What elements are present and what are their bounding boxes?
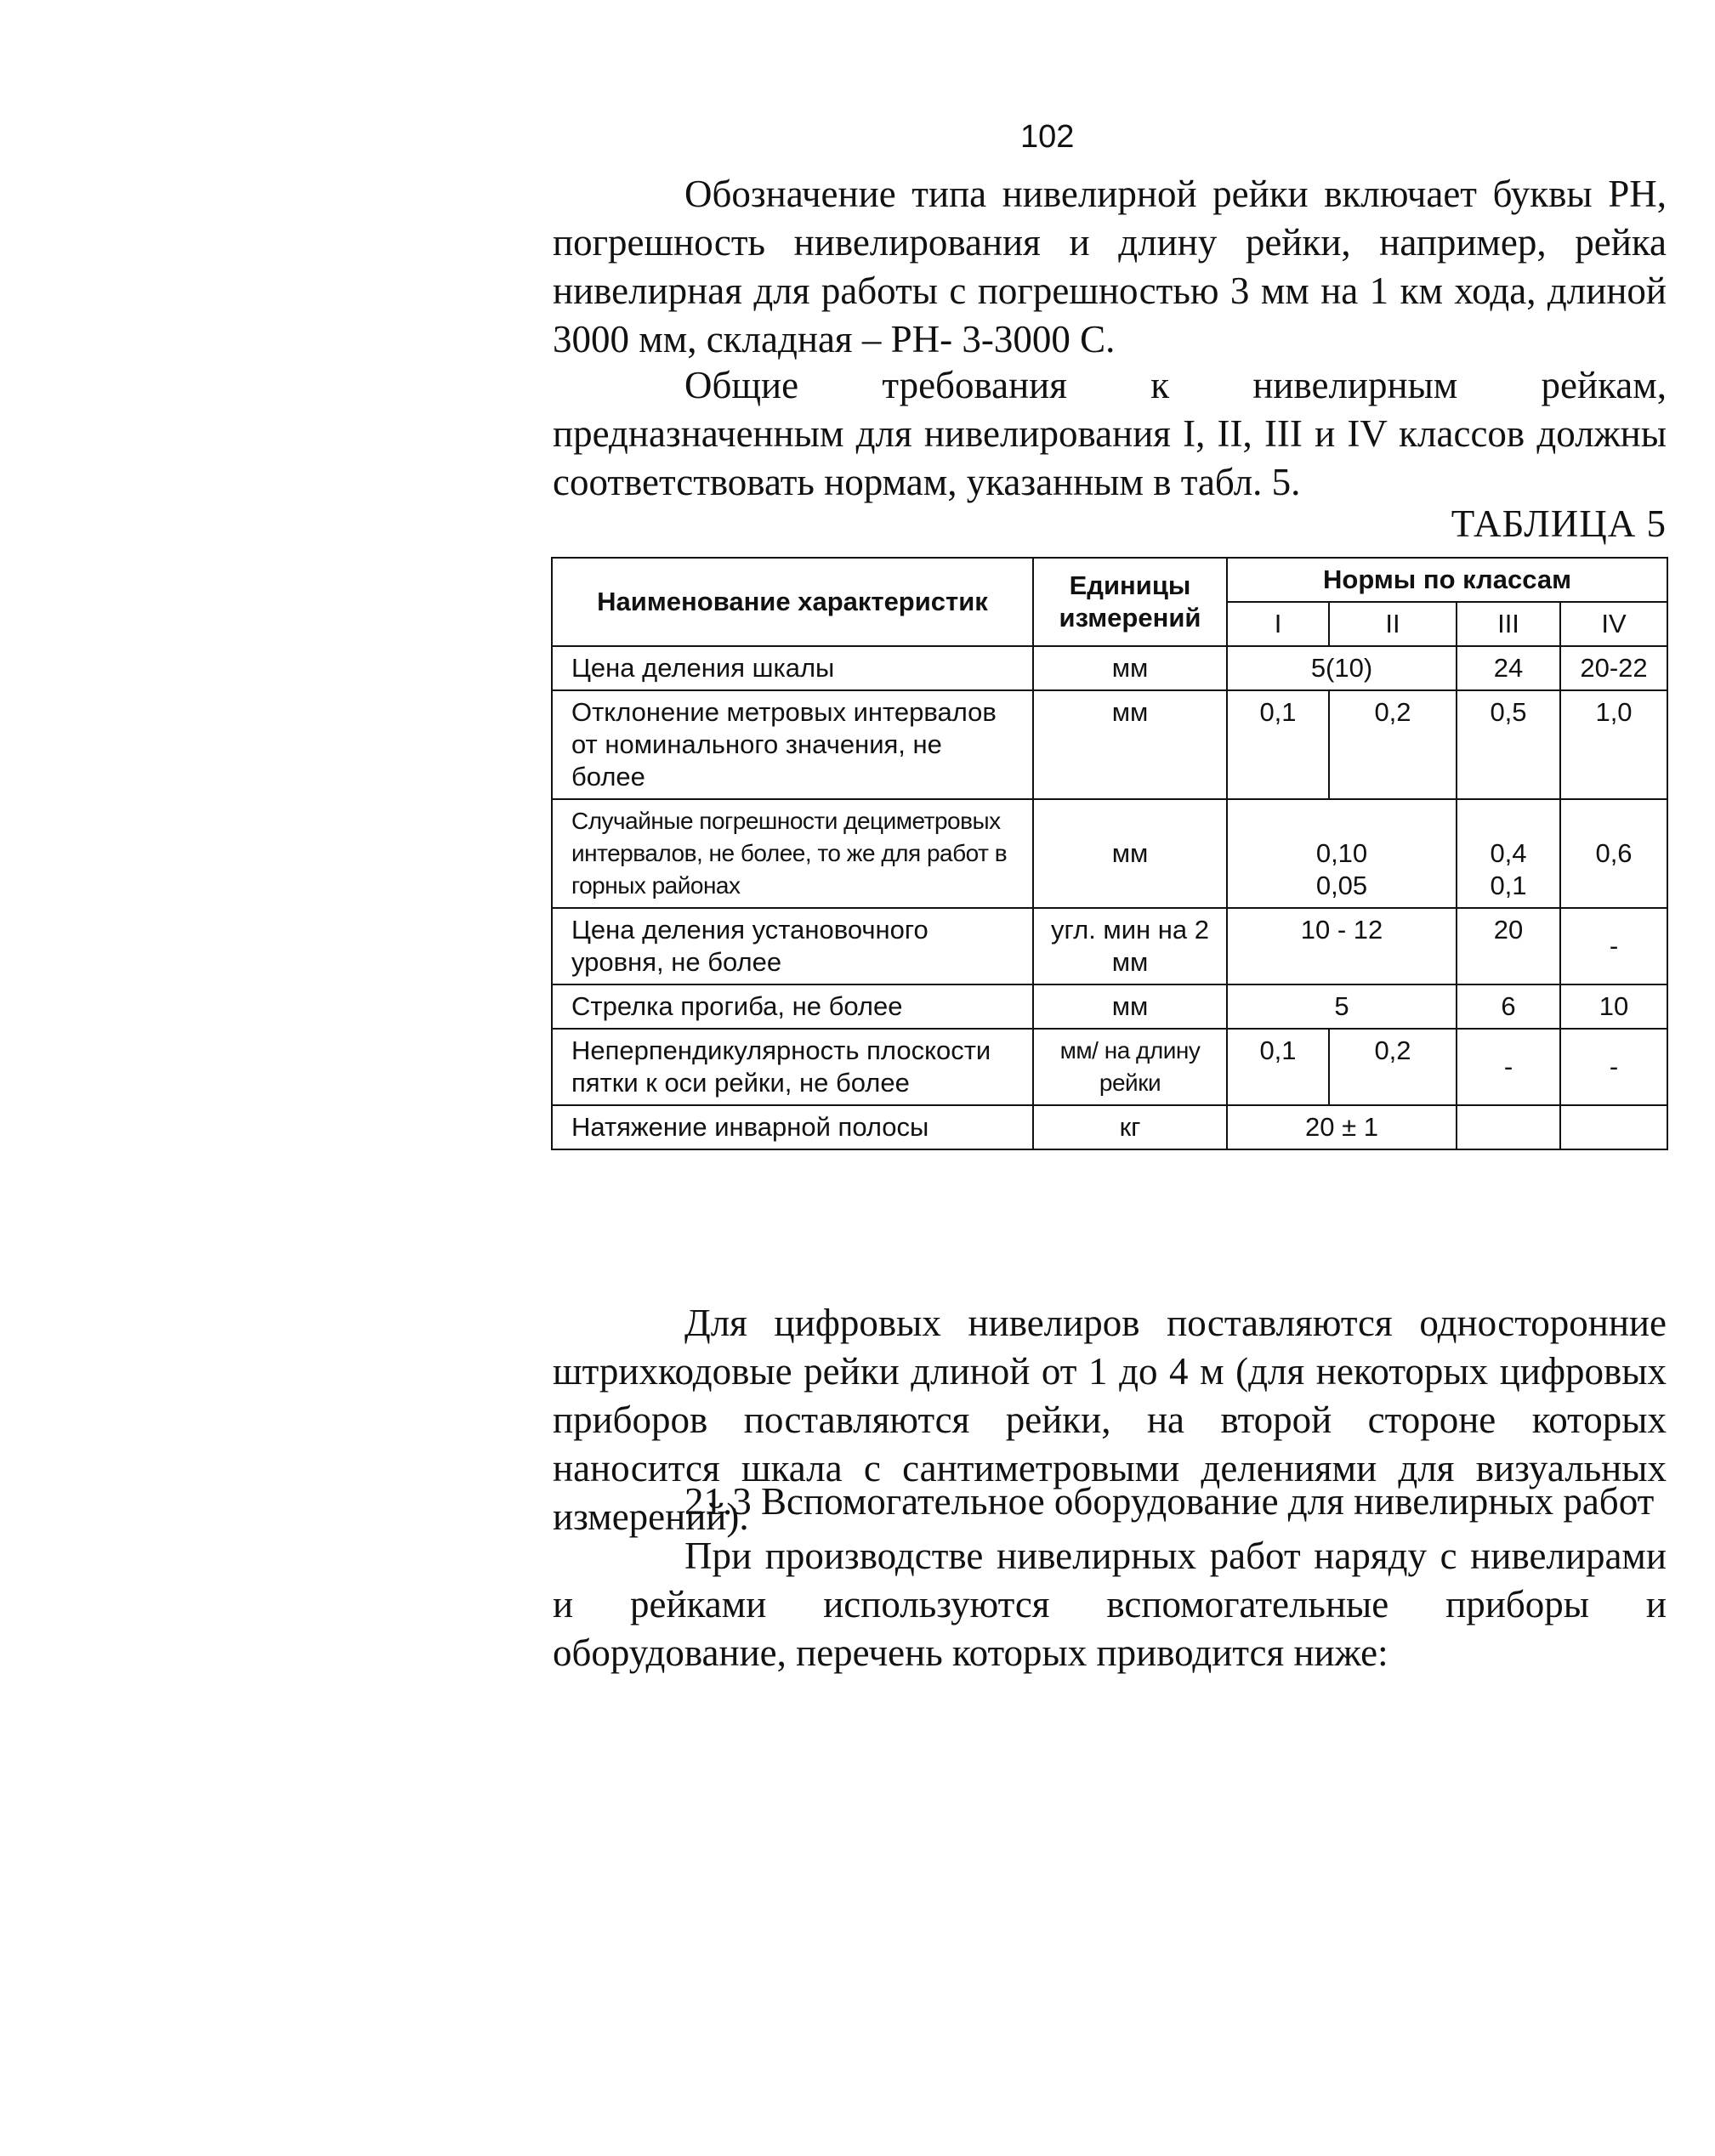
section-heading: 21.3 Вспомогательное оборудование для нивелирных работ	[684, 1480, 1655, 1523]
row-units: мм	[1033, 646, 1227, 690]
row-name: Случайные погрешности дециметровых интервалов, не более, то же для работ в горных районах	[552, 799, 1033, 908]
row-value-class-1-2: 20 ± 1	[1227, 1105, 1457, 1149]
table-caption: ТАБЛИЦА 5	[1451, 502, 1667, 545]
row-units: мм	[1033, 984, 1227, 1029]
paragraph-general-requirements: Общие требования к нивелирным рейкам, предназначенным для нивелирования I, II, III и IV классов должны соответствовать нормам, указанным в табл. 5.	[553, 364, 1667, 503]
value-mountain: 0,05	[1315, 871, 1368, 900]
paragraph-auxiliary-equipment: При производстве нивелирных работ наряду с нивелирами и рейками используются вспомогательные приборы и оборудование, перечень которых приводится ниже:	[553, 1535, 1667, 1674]
row-value-class-1-2	[1227, 799, 1457, 908]
row-value-class-4: -	[1560, 908, 1667, 984]
header-class-4: IV	[1560, 602, 1667, 646]
row-name: Натяжение инварной полосы	[552, 1105, 1033, 1149]
header-class-1: I	[1227, 602, 1329, 646]
header-units: Единицы измерений	[1033, 558, 1227, 646]
table-row	[552, 799, 1667, 908]
row-value-class-4: 0,6	[1560, 799, 1667, 908]
table-header-row	[552, 558, 1667, 602]
row-value-class-1: 0,1	[1227, 1029, 1329, 1105]
row-value-class-1-2: 5(10)	[1227, 646, 1457, 690]
row-value-class-1-2: 10 - 12	[1227, 908, 1457, 984]
row-value-class-3: 0,5	[1457, 690, 1560, 799]
row-value-class-4: 1,0	[1560, 690, 1667, 799]
row-value-class-3: 6	[1457, 984, 1560, 1029]
row-value-class-4: 10	[1560, 984, 1667, 1029]
row-name: Цена деления установочного уровня, не более	[552, 908, 1033, 984]
row-units: мм	[1033, 799, 1227, 908]
header-norms: Нормы по классам	[1227, 558, 1667, 602]
table-row	[552, 1105, 1667, 1149]
row-value-class-4: 20-22	[1560, 646, 1667, 690]
row-units: мм	[1033, 690, 1227, 799]
row-value-class-4: -	[1560, 1029, 1667, 1105]
row-value-class-3	[1457, 1105, 1560, 1149]
header-class-3: III	[1457, 602, 1560, 646]
table-row	[552, 690, 1667, 799]
row-value-class-3: 20	[1457, 908, 1560, 984]
header-name: Наименование характеристик	[552, 558, 1033, 646]
row-units: кг	[1033, 1105, 1227, 1149]
table-row	[552, 984, 1667, 1029]
row-value-class-1-2: 5	[1227, 984, 1457, 1029]
row-value-class-1: 0,1	[1227, 690, 1329, 799]
row-name: Цена деления шкалы	[552, 646, 1033, 690]
page-number: 102	[1020, 119, 1075, 155]
value-normal: 0,4	[1490, 838, 1527, 868]
table-row	[552, 1029, 1667, 1105]
value-normal: 0,10	[1315, 838, 1368, 868]
row-value-class-3: -	[1457, 1029, 1560, 1105]
table-row	[552, 908, 1667, 984]
row-value-class-3	[1457, 799, 1560, 908]
paragraph-digital-levels: Для цифровых нивелиров поставляются односторонние штрихкодовые рейки длиной от 1 до 4 м (для некоторых цифровых приборов поставляются рейки, на второй стороне которых наносится шкала с сантиметровыми делениями для визуальных измерений).	[553, 1302, 1667, 1538]
row-units: угл. мин на 2 мм	[1033, 908, 1227, 984]
row-value-class-3: 24	[1457, 646, 1560, 690]
header-class-2: II	[1329, 602, 1457, 646]
paragraph-rail-designation: Обозначение типа нивелирной рейки включает буквы РН, погрешность нивелирования и длину рейки, например, рейка нивелирная для работы с погрешностью 3 мм на 1 км хода, длиной 3000 мм, складная – РН- 3-3000 С.	[553, 173, 1667, 360]
value-mountain: 0,1	[1490, 871, 1527, 900]
row-name: Отклонение метровых интервалов от номинального значения, не более	[552, 690, 1033, 799]
row-name: Неперпендикулярность плоскости пятки к оси рейки, не более	[552, 1029, 1033, 1105]
table-row	[552, 646, 1667, 690]
row-name: Стрелка прогиба, не более	[552, 984, 1033, 1029]
row-value-class-2: 0,2	[1329, 1029, 1457, 1105]
row-units: мм/ на длину рейки	[1033, 1029, 1227, 1105]
row-value-class-4	[1560, 1105, 1667, 1149]
leveling-rail-norms-table	[551, 557, 1668, 1150]
row-value-class-2: 0,2	[1329, 690, 1457, 799]
